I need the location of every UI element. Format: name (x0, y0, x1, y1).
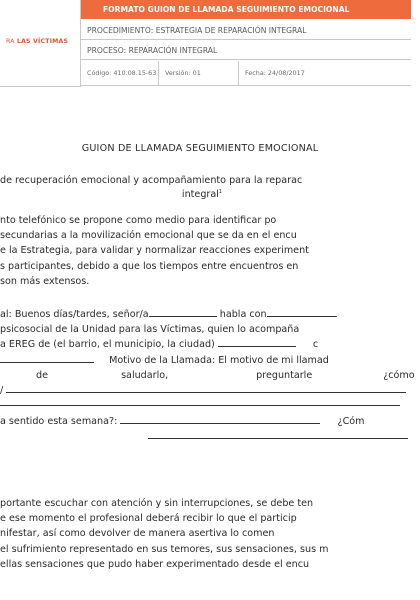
name-blank[interactable] (149, 307, 217, 317)
text-line: nto telefónico se propone como medio para identificar po (0, 215, 277, 226)
date-cell: Fecha: 24/08/2017 (245, 69, 305, 77)
text-line: nifestar, así como devolver de manera asertiva lo comen (0, 528, 275, 540)
text-line: de saludarlo, preguntarle ¿cómo (36, 369, 415, 381)
intro-paragraph (0, 213, 420, 289)
feeling-blank-2[interactable] (148, 429, 408, 439)
meta-row (81, 61, 411, 86)
professional-blank[interactable] (267, 307, 337, 317)
text-line: psicosocial de la Unidad para las Víctimas, quien lo acompaña (0, 324, 300, 336)
text-line: el sufrimiento representado en sus temores, sus sensaciones, sus m (0, 543, 329, 555)
text-line: ellas sensaciones que pudo haber experimentado desde el encu (0, 558, 310, 570)
feeling-blank[interactable] (120, 414, 320, 424)
version-cell: Versión: 01 (159, 61, 239, 86)
format-title: FORMATO GUION DE LLAMADA SEGUIMIENTO EMOCIONAL (81, 0, 411, 19)
text-line: secundarias a la movilización emocional que se da en el encu (0, 230, 297, 242)
date-blank[interactable] (0, 353, 94, 363)
answer-blank[interactable] (6, 383, 406, 393)
text-line: son más extensos. (0, 275, 90, 287)
subtitle-line-1: de recuperación emocional y acompañamiento para la reparac (0, 175, 303, 186)
question-line: a sentido esta semana?: ¿Cóm (0, 414, 420, 444)
page-title: GUION DE LLAMADA SEGUIMIENTO EMOCIONAL (81, 143, 319, 154)
text-line: portante escuchar con atención y sin interrupciones, se debe ten (0, 498, 314, 509)
footnote-marker: 1 (218, 189, 223, 195)
text-line: e la Estrategia, para validar y normalizar reacciones experiment (0, 245, 309, 257)
text-line: Motivo de la Llamada: El motivo de mi llamad (0, 353, 420, 368)
closing-paragraph (0, 496, 420, 572)
separator-line (0, 405, 420, 406)
text-line: e ese momento el profesional deberá recibir lo que el particip (0, 513, 297, 525)
code-cell: Código: 410.08.15-63 (81, 61, 159, 86)
process-row: PROCESO: REPARACIÓN INTEGRAL (81, 41, 411, 60)
logo-cell (0, 0, 81, 87)
text-line: al: Buenos días/tardes, señor/a habla con (0, 307, 420, 322)
procedure-row: PROCEDIMIENTO: ESTRATEGIA DE REPARACIÓN INTEGRAL (81, 21, 411, 40)
greeting-paragraph (0, 307, 420, 398)
agency-logo: RA LAS VÍCTIMAS (6, 38, 69, 45)
document-header (0, 0, 400, 86)
text-line: s participantes, debido a que los tiempos entre encuentros en (0, 260, 299, 272)
subtitle-line-2: integral$^1$ (181, 189, 223, 201)
place-blank[interactable] (218, 337, 296, 347)
text-line: a EREG de (el barrio, el municipio, la ciudad) c (0, 339, 319, 351)
text-line: / (0, 383, 420, 398)
